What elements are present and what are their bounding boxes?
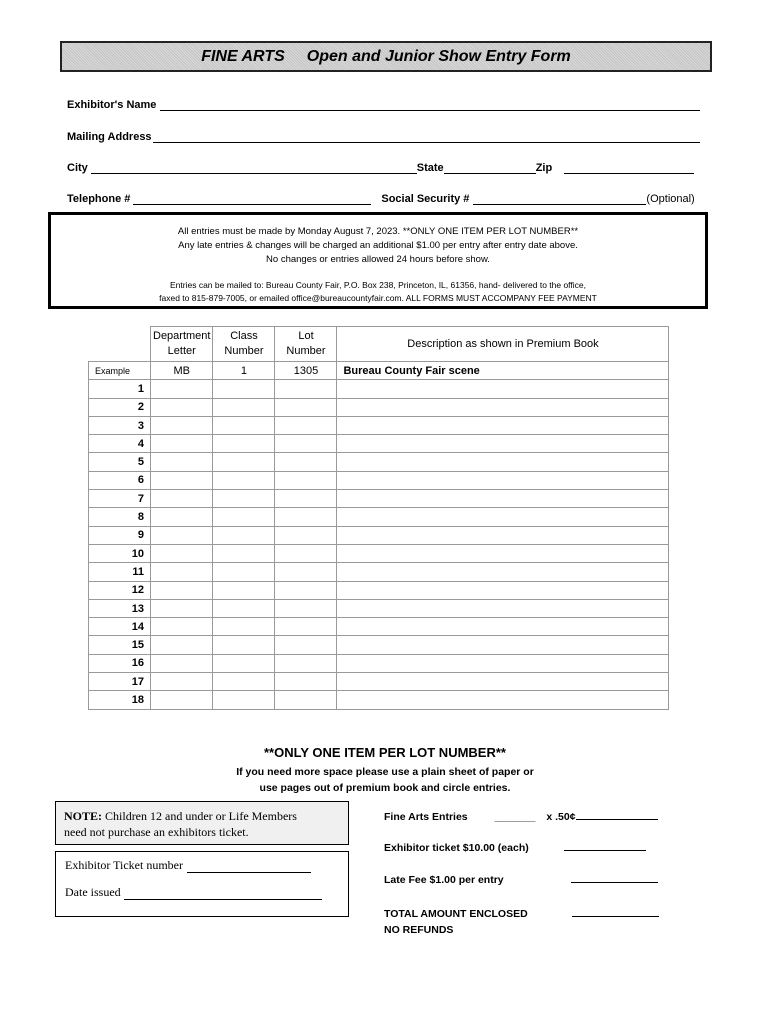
- space-note-line2: use pages out of premium book and circle entries.: [259, 782, 511, 794]
- lot-cell[interactable]: [275, 380, 337, 398]
- desc-cell[interactable]: [337, 471, 669, 489]
- fee-late-row: [384, 871, 658, 886]
- children-note-box: [55, 801, 349, 845]
- class-cell[interactable]: [213, 380, 275, 398]
- header-dept: Department Letter: [151, 327, 213, 362]
- table-header-row: [89, 327, 669, 362]
- table-row: [89, 508, 669, 526]
- fee-ticket-row: [384, 839, 646, 854]
- row-number: 12: [89, 581, 151, 599]
- desc-cell[interactable]: [337, 691, 669, 709]
- lot-cell[interactable]: [275, 691, 337, 709]
- fee-rate: x .50¢: [546, 811, 576, 823]
- lot-cell[interactable]: [275, 563, 337, 581]
- desc-cell[interactable]: [337, 636, 669, 654]
- lot-cell[interactable]: [275, 508, 337, 526]
- row-number: 18: [89, 691, 151, 709]
- class-cell[interactable]: [213, 563, 275, 581]
- dept-cell[interactable]: [151, 490, 213, 508]
- optional-label: (Optional): [646, 193, 695, 205]
- lot-cell[interactable]: [275, 398, 337, 416]
- table-row: [89, 544, 669, 562]
- lot-cell[interactable]: [275, 526, 337, 544]
- dept-cell[interactable]: [151, 416, 213, 434]
- entries-table: [88, 326, 669, 710]
- notice-line1: All entries must be made by Monday August 7, 2023. **ONLY ONE ITEM PER LOT NUMBER**: [177, 226, 579, 237]
- fee-ticket-label: Exhibitor ticket $10.00 (each): [384, 842, 529, 854]
- notice-line5: faxed to 815-879-7005, or emailed office@bureaucountyfair.com. ALL FORMS MUST ACCOMPANY FEE PAYMENT: [159, 293, 597, 303]
- lot-cell[interactable]: [275, 636, 337, 654]
- dept-cell[interactable]: [151, 471, 213, 489]
- table-row: [89, 636, 669, 654]
- class-cell[interactable]: [213, 581, 275, 599]
- exhibitor-name-line[interactable]: [160, 99, 700, 111]
- ticket-number-label: Exhibitor Ticket number: [65, 858, 183, 872]
- example-class: 1: [213, 362, 275, 380]
- dept-cell[interactable]: [151, 508, 213, 526]
- table-row: [89, 673, 669, 691]
- lot-cell[interactable]: [275, 453, 337, 471]
- row-number: 8: [89, 508, 151, 526]
- row-number: 16: [89, 654, 151, 672]
- example-lot: 1305: [275, 362, 337, 380]
- zip-line[interactable]: [564, 162, 694, 174]
- date-issued-label: Date issued: [65, 885, 121, 899]
- table-row: [89, 398, 669, 416]
- class-cell[interactable]: [213, 599, 275, 617]
- fee-total-line[interactable]: [572, 905, 659, 917]
- lot-cell[interactable]: [275, 544, 337, 562]
- row-number: 15: [89, 636, 151, 654]
- row-number: 4: [89, 435, 151, 453]
- row-number: 7: [89, 490, 151, 508]
- class-cell[interactable]: [213, 398, 275, 416]
- row-number: 9: [89, 526, 151, 544]
- desc-cell[interactable]: [337, 563, 669, 581]
- example-dept: MB: [151, 362, 213, 380]
- note-text2: need not purchase an exhibitors ticket.: [64, 825, 249, 839]
- table-row: [89, 599, 669, 617]
- form-title: [60, 41, 712, 72]
- table-row: [89, 490, 669, 508]
- row-number: 13: [89, 599, 151, 617]
- entry-notice-box: [48, 212, 708, 309]
- dept-cell[interactable]: [151, 453, 213, 471]
- ticket-number-line[interactable]: [187, 861, 311, 873]
- desc-cell[interactable]: [337, 618, 669, 636]
- desc-cell[interactable]: [337, 673, 669, 691]
- desc-cell[interactable]: [337, 508, 669, 526]
- fee-entries-blank[interactable]: _______: [494, 811, 536, 823]
- city-state-zip-field[interactable]: [67, 162, 694, 174]
- table-row: [89, 563, 669, 581]
- mailing-address-field[interactable]: [67, 131, 700, 143]
- class-cell[interactable]: [213, 416, 275, 434]
- row-number: 6: [89, 471, 151, 489]
- dept-cell[interactable]: [151, 435, 213, 453]
- row-number: 3: [89, 416, 151, 434]
- no-refunds: NO REFUNDS: [384, 924, 454, 936]
- date-issued-line[interactable]: [124, 888, 322, 900]
- class-cell[interactable]: [213, 544, 275, 562]
- table-row: [89, 618, 669, 636]
- state-label: State: [416, 162, 444, 174]
- desc-cell[interactable]: [337, 544, 669, 562]
- row-number: 2: [89, 398, 151, 416]
- class-cell[interactable]: [213, 490, 275, 508]
- exhibitor-name-field[interactable]: [67, 99, 700, 111]
- fee-late-label: Late Fee $1.00 per entry: [384, 874, 504, 886]
- class-cell[interactable]: [213, 691, 275, 709]
- dept-cell[interactable]: [151, 544, 213, 562]
- desc-cell[interactable]: [337, 416, 669, 434]
- dept-cell[interactable]: [151, 380, 213, 398]
- class-cell[interactable]: [213, 654, 275, 672]
- notice-line4: Entries can be mailed to: Bureau County Fair, P.O. Box 238, Princeton, IL, 61356, hand- delivered to the office,: [170, 280, 586, 290]
- dept-cell[interactable]: [151, 398, 213, 416]
- mailing-address-label: Mailing Address: [67, 131, 152, 143]
- table-row: [89, 471, 669, 489]
- desc-cell[interactable]: [337, 435, 669, 453]
- fee-entries-total-line[interactable]: [576, 808, 658, 820]
- class-cell[interactable]: [213, 636, 275, 654]
- mailing-address-line[interactable]: [153, 131, 700, 143]
- class-cell[interactable]: [213, 673, 275, 691]
- zip-label: Zip: [535, 162, 553, 174]
- ssn-label: Social Security #: [381, 193, 470, 205]
- desc-cell[interactable]: [337, 599, 669, 617]
- lot-cell[interactable]: [275, 599, 337, 617]
- table-row: [89, 654, 669, 672]
- space-note-line1: If you need more space please use a plain sheet of paper or: [236, 766, 534, 778]
- lot-cell[interactable]: [275, 654, 337, 672]
- fee-total-row: [384, 905, 659, 920]
- table-row: [89, 416, 669, 434]
- telephone-ssn-field[interactable]: [67, 193, 695, 205]
- example-desc: Bureau County Fair scene: [337, 362, 669, 380]
- table-row: [89, 435, 669, 453]
- dept-cell[interactable]: [151, 673, 213, 691]
- dept-cell[interactable]: [151, 636, 213, 654]
- telephone-line[interactable]: [133, 193, 371, 205]
- fee-late-line[interactable]: [571, 871, 658, 883]
- notice-line3: No changes or entries allowed 24 hours before show.: [266, 254, 490, 265]
- class-cell[interactable]: [213, 526, 275, 544]
- desc-cell[interactable]: [337, 490, 669, 508]
- dept-cell[interactable]: [151, 526, 213, 544]
- ssn-line[interactable]: [473, 193, 646, 205]
- header-class: Class Number: [213, 327, 275, 362]
- row-number: 5: [89, 453, 151, 471]
- desc-cell[interactable]: [337, 581, 669, 599]
- example-row: [89, 362, 669, 380]
- exhibitor-name-label: Exhibitor's Name: [67, 99, 157, 111]
- row-number: 1: [89, 380, 151, 398]
- note-label: NOTE:: [64, 809, 103, 823]
- class-cell[interactable]: [213, 508, 275, 526]
- lot-cell[interactable]: [275, 618, 337, 636]
- example-label: Example: [89, 362, 151, 380]
- dept-cell[interactable]: [151, 599, 213, 617]
- dept-cell[interactable]: [151, 563, 213, 581]
- desc-cell[interactable]: [337, 526, 669, 544]
- row-number: 14: [89, 618, 151, 636]
- only-one-notice: **ONLY ONE ITEM PER LOT NUMBER**: [264, 745, 506, 760]
- table-row: [89, 581, 669, 599]
- fee-total-label: TOTAL AMOUNT ENCLOSED: [384, 908, 528, 920]
- dept-cell[interactable]: [151, 691, 213, 709]
- class-cell[interactable]: [213, 435, 275, 453]
- city-line[interactable]: [91, 162, 417, 174]
- row-number: 10: [89, 544, 151, 562]
- bottom-note: [0, 745, 770, 796]
- table-row: [89, 380, 669, 398]
- title-part2: Open and Junior Show Entry Form: [306, 47, 571, 65]
- lot-cell[interactable]: [275, 471, 337, 489]
- notice-line2: Any late entries & changes will be charged an additional $1.00 per entry after entry date above.: [178, 240, 578, 251]
- header-lot: Lot Number: [275, 327, 337, 362]
- lot-cell[interactable]: [275, 490, 337, 508]
- city-label: City: [67, 162, 88, 174]
- lot-cell[interactable]: [275, 581, 337, 599]
- fee-ticket-line[interactable]: [564, 839, 646, 851]
- table-row: [89, 691, 669, 709]
- class-cell[interactable]: [213, 618, 275, 636]
- header-desc: Description as shown in Premium Book: [337, 327, 669, 362]
- table-row: [89, 526, 669, 544]
- desc-cell[interactable]: [337, 654, 669, 672]
- row-number: 11: [89, 563, 151, 581]
- class-cell[interactable]: [213, 453, 275, 471]
- telephone-label: Telephone #: [67, 193, 131, 205]
- fee-entries-row: [384, 808, 658, 823]
- desc-cell[interactable]: [337, 398, 669, 416]
- state-line[interactable]: [444, 162, 536, 174]
- dept-cell[interactable]: [151, 654, 213, 672]
- lot-cell[interactable]: [275, 416, 337, 434]
- desc-cell[interactable]: [337, 380, 669, 398]
- table-row: [89, 453, 669, 471]
- lot-cell[interactable]: [275, 673, 337, 691]
- ticket-box: [55, 851, 349, 917]
- note-text1: Children 12 and under or Life Members: [105, 809, 297, 823]
- class-cell[interactable]: [213, 471, 275, 489]
- row-number: 17: [89, 673, 151, 691]
- title-part1: FINE ARTS: [201, 47, 285, 65]
- desc-cell[interactable]: [337, 453, 669, 471]
- dept-cell[interactable]: [151, 618, 213, 636]
- dept-cell[interactable]: [151, 581, 213, 599]
- fee-entries-label: Fine Arts Entries: [384, 811, 468, 823]
- lot-cell[interactable]: [275, 435, 337, 453]
